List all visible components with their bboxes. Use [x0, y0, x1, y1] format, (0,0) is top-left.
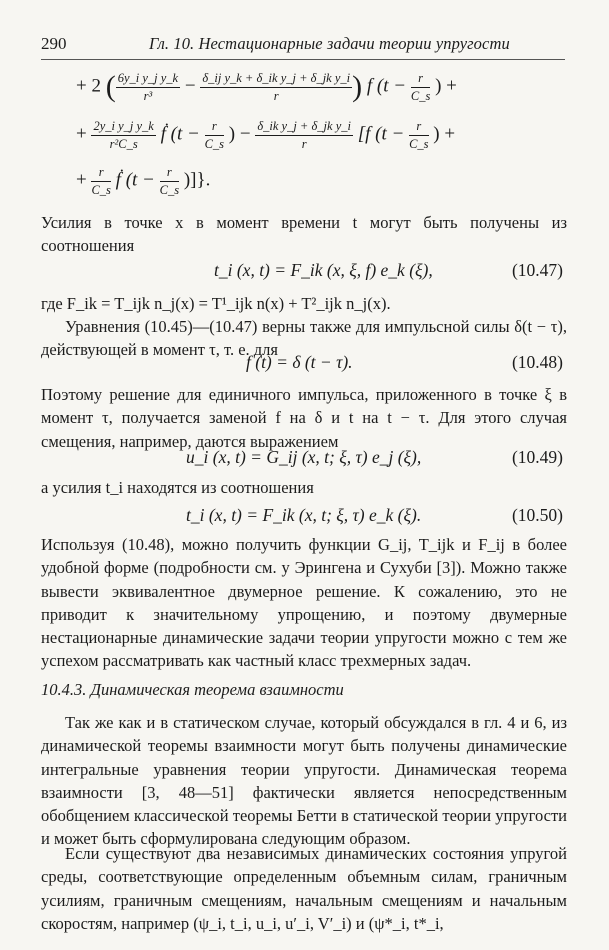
running-title: Гл. 10. Нестационарные задачи теории упругости — [149, 34, 510, 53]
page-number: 290 — [41, 34, 67, 53]
fraction: $\frac{\text{6y\_i y\_j y\_k}}{\text{r³}}$ — [117, 71, 179, 103]
paragraph-where: где F_ik = T_ijk n_j(x) = T¹_ijk n(x) + T²_ijk n_j(x). — [41, 294, 391, 313]
paragraph-tractions-found: а усилия t_i находятся из соотношения — [41, 478, 314, 497]
fraction: $\frac{r}{C\_s}$ — [159, 165, 180, 197]
formula-line-1: + 2 ( $\frac{\text{6y\_i y\_j y\_k}}{\text{r³}}$ − $\frac{\text{δ\_ij y\_k + δ\_ik y\_j + δ\_jk y\_i}}{r}$ ) f (t − $\frac{r}{C\_s}$ ) + — [76, 70, 457, 103]
fraction: $\frac{r}{C\_s}$ — [410, 71, 431, 103]
paragraph-states: Если существуют два независимых динамических состояния упругой среды, соответствующие определенным объемным силам, граничным усилиям, граничным смещениям, начальным смещениям и начальным скоростям, например (ψ_i, t_i, u_i, u′_i, V′_i) и (ψ*_i, t*_i, — [41, 844, 567, 933]
formula-line-3: + $\frac{r}{C\_s}$ ḟ (t − $\frac{r}{C\_s}$ )]}. — [76, 165, 211, 197]
formula-line-2: + $\frac{\text{2y\_i y\_j y\_k}}{\text{r²C\_s}}$ ḟ (t − $\frac{r}{C\_s}$ ) − $\frac{\text{δ\_ik y\_j + δ\_jk y\_i}}{r}$ [f (t − $\frac{r}{C\_s}$ ) + — [76, 119, 456, 151]
paragraph-using: Используя (10.48), можно получить функции G_ij, T_ijk и F_ij в более удобной форме (подробности см. у Эрингена и Сухуби [3]). Можно также вывести эквивалентное двумерное решение. К сожалению, это не приводит к значительному упрощению, и поэтому двумерные нестационарные динамические задачи теории упругости можно с тем же успехом рассматривать как частный класс трехмерных задач. — [41, 535, 567, 671]
equation-body: f (t) = δ (t − τ). — [246, 352, 353, 372]
equation-body: u_i (x, t) = G_ij (x, t; ξ, τ) e_j (ξ), — [186, 447, 422, 467]
paragraph-unit-impulse: Поэтому решение для единичного импульса, приложенного в точке ξ в момент τ, получается заменой f на δ и t на t − τ. Для этого случая смещения, например, даются выражением — [41, 385, 567, 451]
fraction: $\frac{\text{δ\_ik y\_j + δ\_jk y\_i}}{r}$ — [257, 119, 351, 151]
running-header — [41, 34, 561, 58]
equation-10-50 — [0, 505, 609, 531]
equation-10-49 — [0, 447, 609, 473]
equation-number: (10.50) — [511, 505, 563, 525]
equation-number: (10.48) — [511, 352, 563, 372]
header-rule — [41, 59, 565, 60]
fraction: $\frac{r}{C\_s}$ — [204, 119, 225, 151]
fraction: $\frac{\text{2y\_i y\_j y\_k}}{\text{r²C\_s}}$ — [93, 119, 154, 151]
equation-number: (10.47) — [511, 260, 563, 280]
paragraph-impulse: Уравнения (10.45)—(10.47) верны также для импульсной силы δ(t − τ), действующей в момент τ, т. е. для — [41, 317, 567, 360]
fraction: $\frac{r}{C\_s}$ — [409, 119, 429, 151]
equation-number: (10.49) — [511, 447, 563, 467]
fraction: $\frac{\text{δ\_ij y\_k + δ\_ik y\_j + δ\_jk y\_i}}{r}$ — [202, 71, 351, 103]
section-heading: 10.4.3. Динамическая теорема взаимности — [41, 680, 344, 699]
equation-10-47 — [0, 260, 609, 286]
equation-10-48 — [0, 352, 609, 378]
paragraph-tractions: Усилия в точке x в момент времени t могут быть получены из соотношения — [41, 213, 567, 256]
equation-body: t_i (x, t) = F_ik (x, t; ξ, τ) e_k (ξ). — [186, 505, 422, 525]
equation-body: t_i (x, t) = F_ik (x, ξ, f) e_k (ξ), — [214, 260, 433, 280]
fraction: $\frac{r}{C\_s}$ — [91, 165, 111, 197]
paragraph-reciprocity: Так же как и в статическом случае, который обсуждался в гл. 4 и 6, из динамической теоремы взаимности могут быть получены динамические интегральные уравнения теории упругости. Динамическая теорема взаимности [3, 48—51] фактически является непосредственным обобщением классической теоремы Бетти в статической теории упругости и может быть сформулирована следующим образом. — [41, 713, 567, 849]
